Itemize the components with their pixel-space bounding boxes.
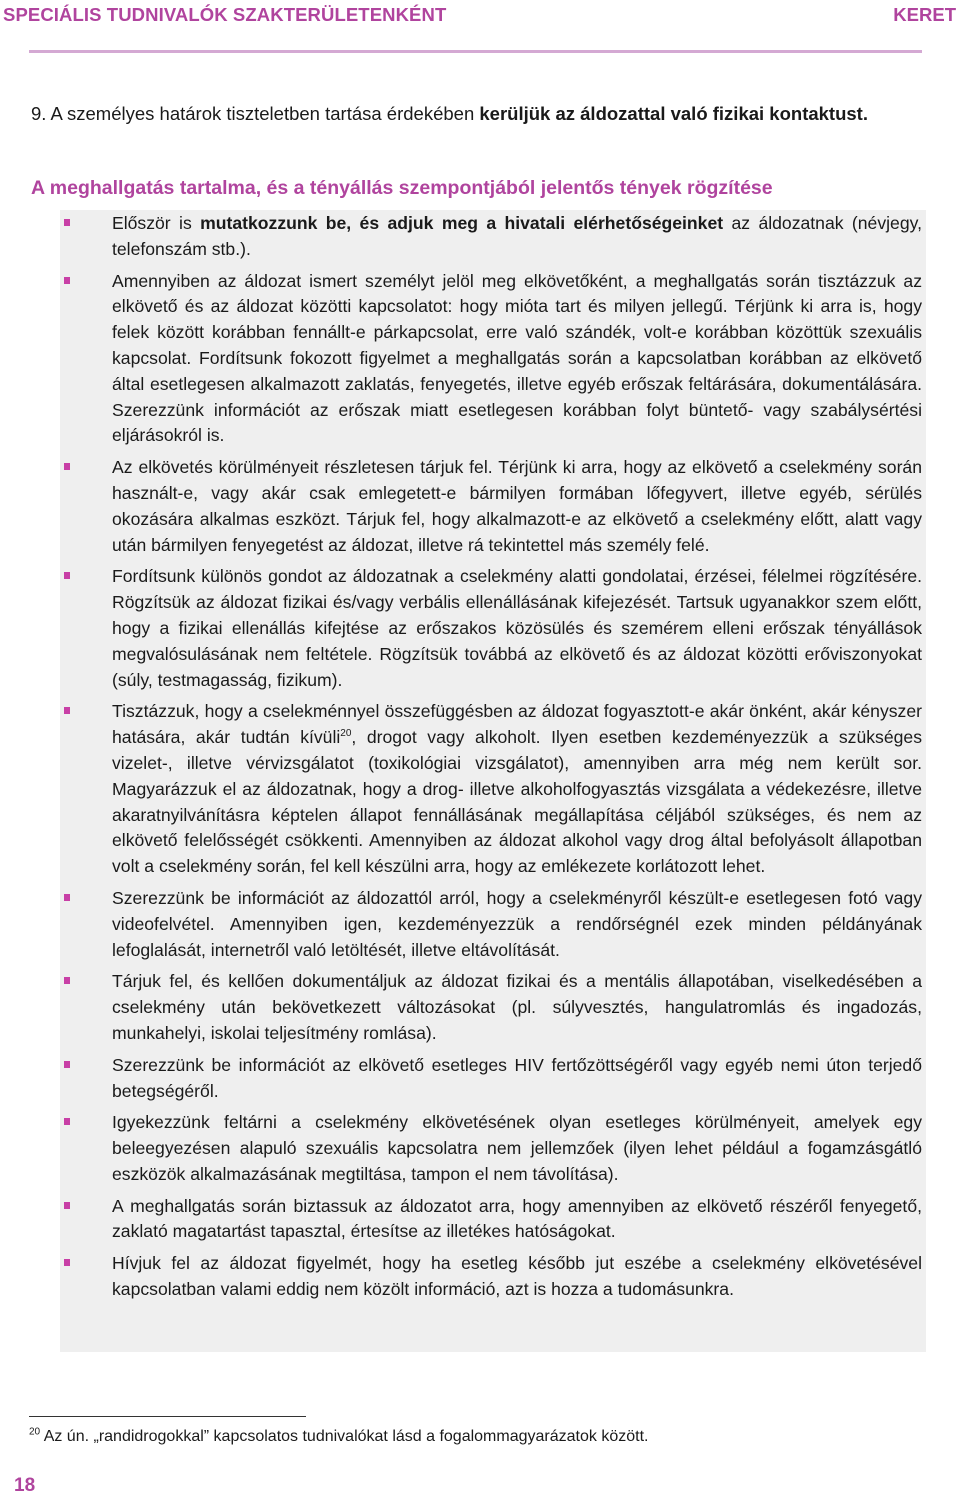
bullet-list xyxy=(60,211,926,1309)
footnote-divider xyxy=(29,1416,306,1417)
item-text: Szerezzünk be információt az áldozattól arról, hogy a cselekményről készült-e esetlegesen fotó vagy videofelvétel. Amennyiben igen, kezdeményezzük a rendőrségnél ezek minden példányának lefoglalását, internetről való letöltését, illetve eltávolítását. xyxy=(112,887,922,960)
item-text: Tárjuk fel, és kellően dokumentáljuk az áldozat fizikai és a mentális állapotában, viselkedésében a cselekmény után bekövetkezett változásokat (pl. súlyvesztés, hangulatromlás és ingadozás, munkahelyi, iskolai teljesítmény romlása). xyxy=(112,971,922,1043)
square-bullet-icon xyxy=(64,572,70,579)
list-item xyxy=(60,1194,926,1246)
item-text: Amennyiben az áldozat ismert személyt jelöl meg elkövetőként, a meghallgatás során tisztázzuk az elkövető és az áldozat közötti kapcsolatot: hogy mióta tart és milyen jellegű. Térjünk ki arra is, hogy felek között korábban fennállt-e párkapcsolat, erre való szándék, volt-e korábban közöttük szexuális kapcsolat. Fordítsunk fokozott figyelmet a meghallgatás során a kapcsolatban korábban az elkövető által esetlegesen alkalmazott zaklatás, fenyegetés, illetve egyéb erőszak feltárására, dokumentálására. Szerezzünk információt az erőszak miatt esetlegesen korábban folyt büntető- vagy szabálysértési eljárásokról is. xyxy=(112,270,922,446)
list-item xyxy=(60,564,926,693)
header-section-label: KERET xyxy=(893,4,956,25)
square-bullet-icon xyxy=(64,707,70,714)
item-bold-text: mutatkozzunk be, és adjuk meg a hivatali elérhetőségeinket xyxy=(200,213,724,233)
square-bullet-icon xyxy=(64,1202,70,1209)
square-bullet-icon xyxy=(64,463,70,470)
section-title: A meghallgatás tartalma, és a tényállás szempontjából jelentős tények rögzítése xyxy=(31,177,773,199)
square-bullet-icon xyxy=(64,894,70,901)
square-bullet-icon xyxy=(64,219,70,226)
item-text: Igyekezzünk feltárni a cselekmény elkövetésének olyan esetleges körülményeit, amelyek egy beleegyezésen alapuló szexuális kapcsolatra nem jellemzőek (ilyen lehet például a fogamzásgátló eszközök alkalmazásának megtiltása, tampon el nem távolítása). xyxy=(112,1112,922,1184)
item-text: az áldozatnak (névjegy, telefonszám stb.). xyxy=(112,213,922,259)
footnote-mark: 20 xyxy=(29,1426,41,1438)
list-item xyxy=(60,969,926,1046)
footnote-reference[interactable]: 20 xyxy=(340,728,352,740)
square-bullet-icon xyxy=(64,1061,70,1068)
list-item xyxy=(60,455,926,558)
list-item xyxy=(60,1110,926,1187)
point-9-bold: kerüljük az áldozattal való fizikai kontaktust. xyxy=(479,103,868,124)
header-chapter-title: SPECIÁLIS TUDNIVALÓK SZAKTERÜLETENKÉNT xyxy=(3,4,447,25)
footnote xyxy=(29,1428,648,1446)
header-divider xyxy=(29,50,922,53)
list-item xyxy=(60,1251,926,1303)
square-bullet-icon xyxy=(64,1118,70,1125)
list-item xyxy=(60,699,926,880)
square-bullet-icon xyxy=(64,277,70,284)
item-text: Hívjuk fel az áldozat figyelmét, hogy ha esetleg később jut eszébe a cselekmény elkövetésével kapcsolatban valami eddig nem közölt információ, azt is hozza a tudomásunkra. xyxy=(112,1253,922,1300)
item-text: Tisztázzuk, hogy a cselekménnyel összefüggésben az áldozat fogyasztott-e akár önként, akár kényszer hatására, akár tudtán kívüli xyxy=(112,701,922,748)
item-text: Először is xyxy=(112,213,201,233)
item-text: A meghallgatás során biztassuk az áldozatot arra, hogy amennyiben az elkövető részéről fenyegető, zaklató magatartást tapasztal, értesítse az illetékes hatóságokat. xyxy=(112,1195,922,1242)
page-header xyxy=(0,0,960,56)
list-item xyxy=(60,1053,926,1105)
item-text: Fordítsunk különös gondot az áldozatnak a cselekmény alatti gondolatai, érzései, félelmei rögzítésére. Rögzítsük az áldozat fizikai és/vagy verbális ellenállásának kifejezését. Tartsuk ugyanakkor szem előtt, hogy a fizikai ellenállás kifejtése az erőszakos közösülés és szemérem elleni erőszak tényállások megvalósulásának nem feltétele. Rögzítsük továbbá az elkövető és az áldozat közötti erőviszonyokat (súly, testmagasság, fizikum). xyxy=(112,566,922,690)
point-9-paragraph xyxy=(31,100,923,127)
footnote-text: Az ún. „randidrogokkal” kapcsolatos tudnivalókat lásd a fogalommagyarázatok között. xyxy=(40,1428,649,1445)
list-item xyxy=(60,886,926,963)
page-number: 18 xyxy=(14,1475,36,1496)
square-bullet-icon xyxy=(64,977,70,984)
list-item xyxy=(60,269,926,450)
list-item xyxy=(60,211,926,263)
item-text: Szerezzünk be információt az elkövető esetleges HIV fertőzöttségéről vagy egyéb nemi úton terjedő betegségéről. xyxy=(112,1054,922,1101)
point-9-text: 9. A személyes határok tiszteletben tartása érdekében xyxy=(31,103,480,124)
item-text: Az elkövetés körülményeit részletesen tárjuk fel. Térjünk ki arra, hogy az elkövető a cselekmény során használt-e, vagy akár csak emlegetett-e bármilyen formában lőfegyvert, illetve egyéb, sérülés okozására alkalmas eszközt. Tárjuk fel, hogy alkalmazott-e az elkövető a cselekmény előtt, alatt vagy után bármilyen fenyegetést az áldozat, illetve rá tekintettel más személy felé. xyxy=(112,457,922,555)
square-bullet-icon xyxy=(64,1259,70,1266)
item-text: , drogot vagy alkoholt. Ilyen esetben kezdeményezzük a szükséges vizelet-, illetve vérvizsgálatot (toxikológiai vizsgálatot), amennyiben arra még nem került sor. Magyarázzuk el az áldozatnak, hogy a drog- illetve alkoholfogyasztás vizsgálata a védekezésre, illetve akaratnyilvánításra képtelen állapot fennállásának megállapítása céljából szükséges, és nem az elkövető felelősségét csökkenti. Amennyiben az áldozat alkohol vagy drog által befolyásolt állapotban volt a cselekmény során, fel kell készülni arra, hogy az emlékezete korlátozott lehet. xyxy=(112,727,922,877)
